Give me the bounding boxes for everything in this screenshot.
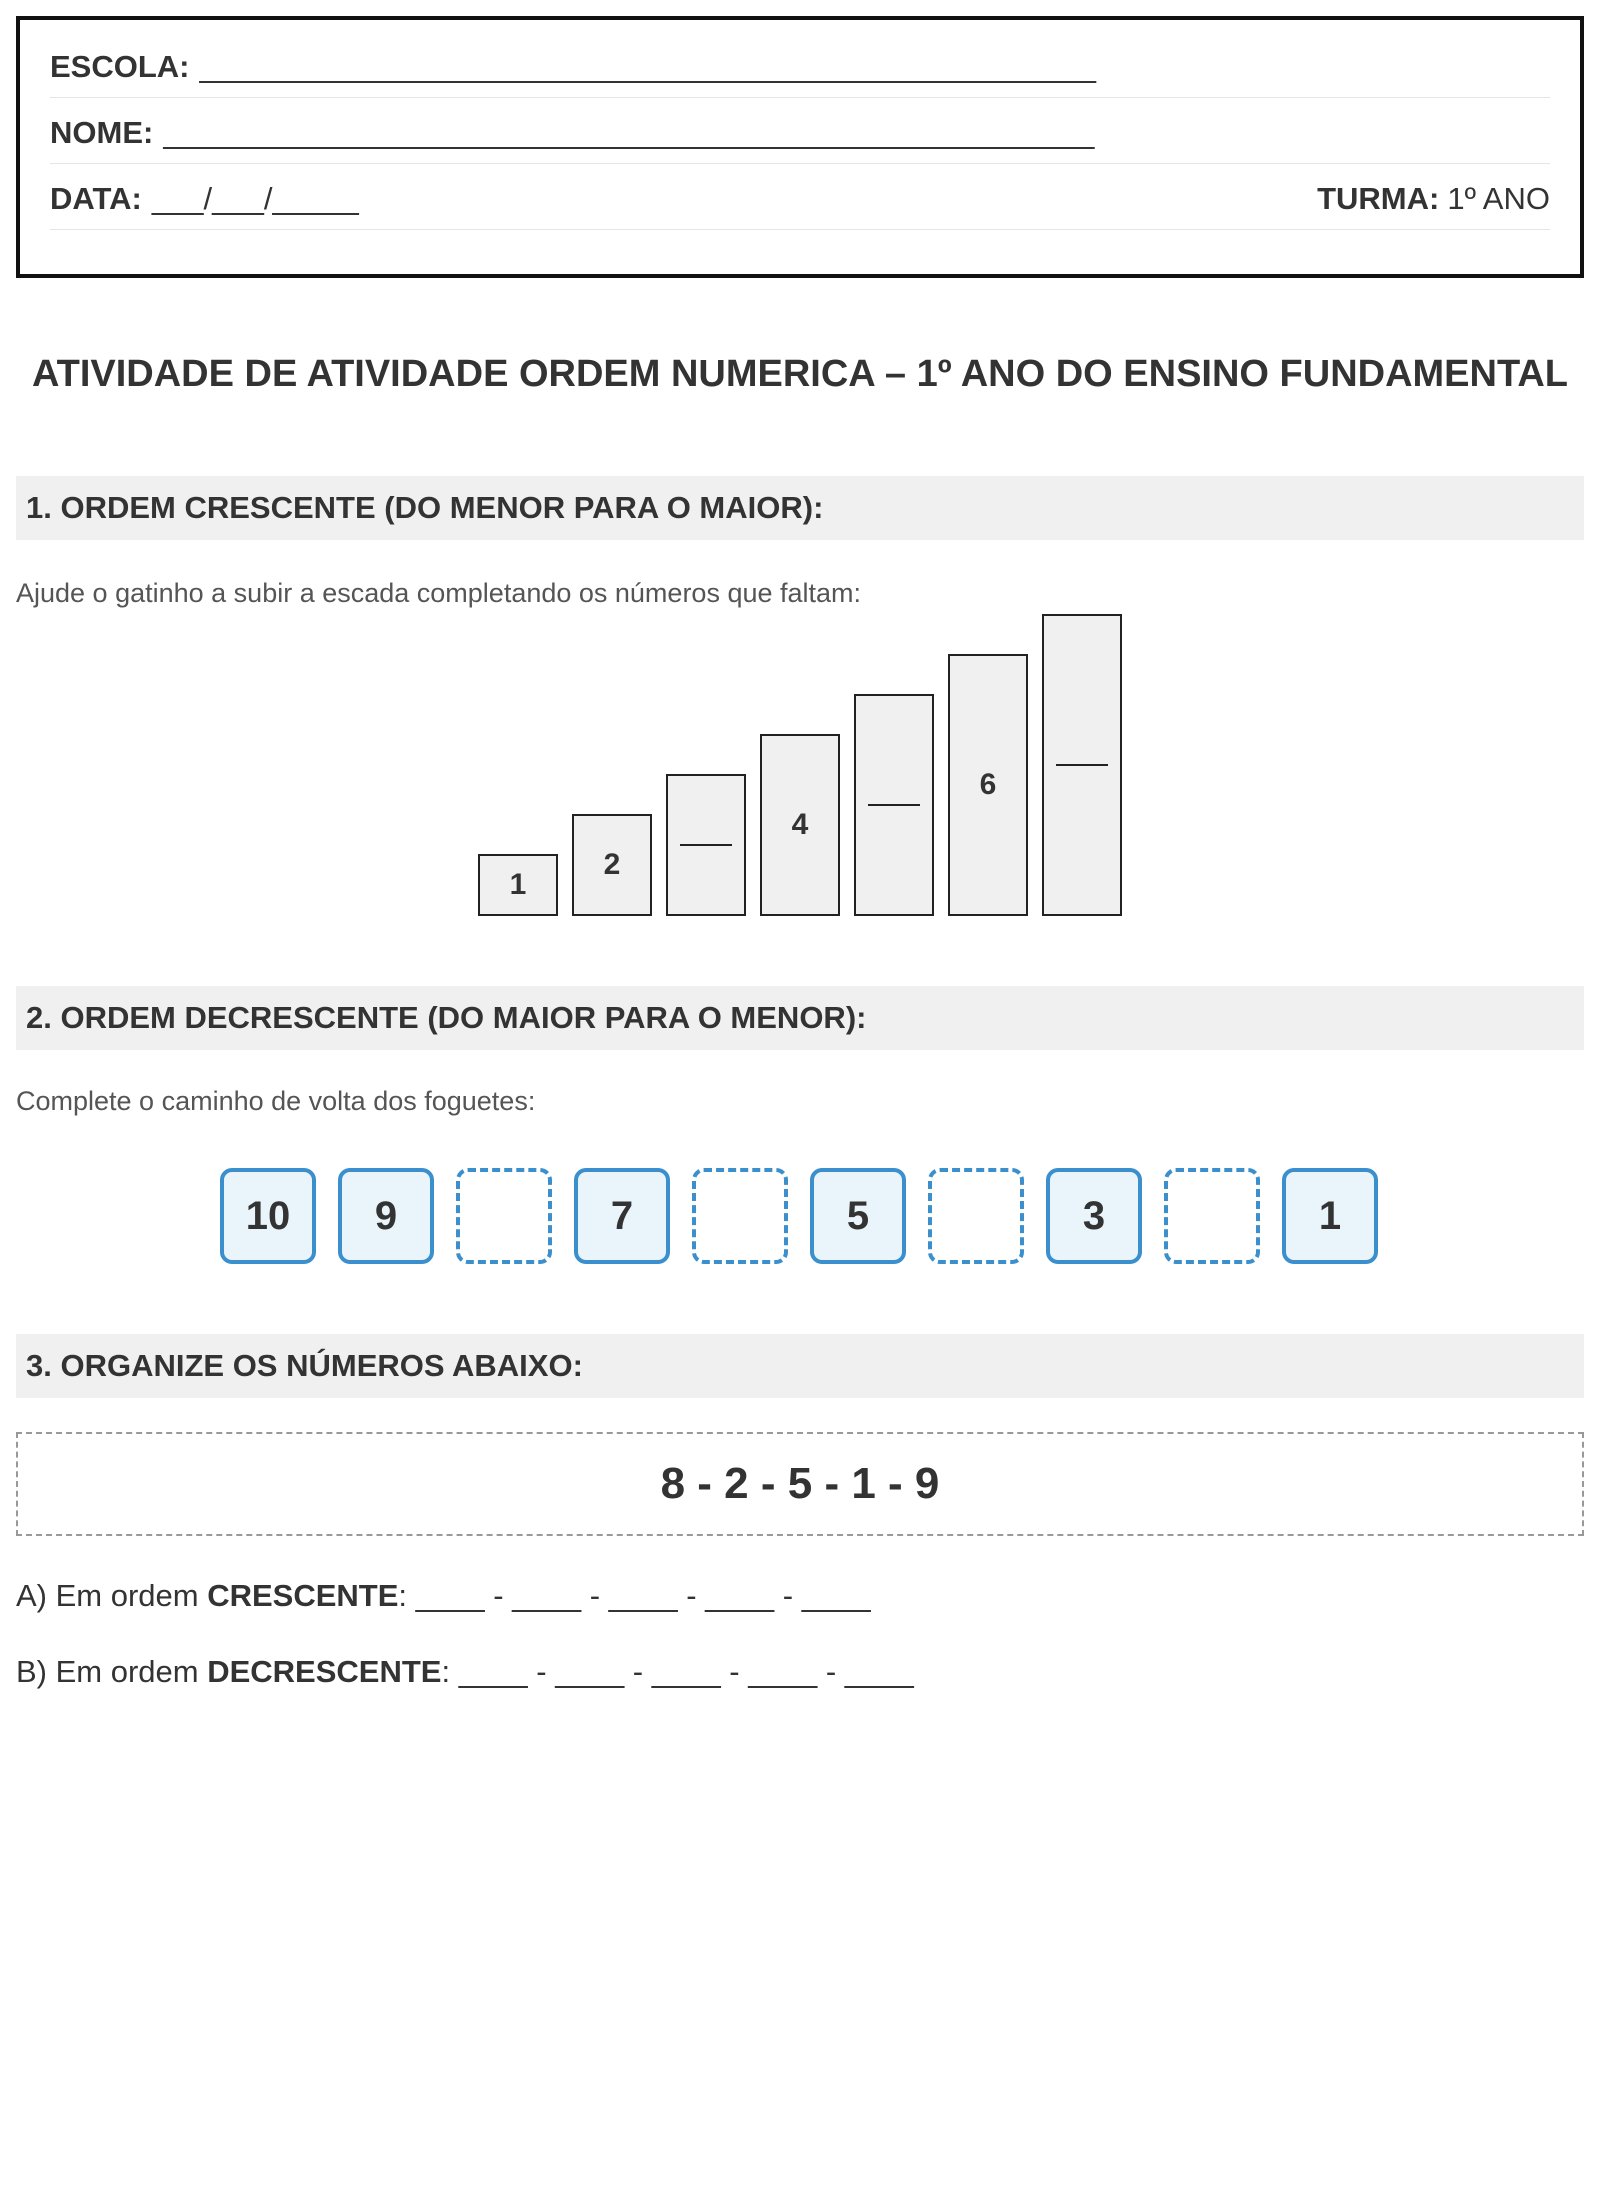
stair-number: 1 — [509, 868, 527, 901]
turma-label: TURMA: — [1317, 181, 1440, 216]
stair-step[interactable] — [666, 774, 746, 916]
answer-b-blanks[interactable]: : ____ - ____ - ____ - ____ - ____ — [441, 1654, 914, 1689]
turma-value: 1º ANO — [1447, 181, 1550, 216]
student-info-box — [16, 16, 1584, 278]
data-field[interactable]: ___/___/_____ — [151, 181, 359, 216]
rocket-number-box: 9 — [338, 1168, 434, 1264]
data-row — [50, 164, 1550, 230]
nome-label: NOME: — [50, 115, 154, 150]
rocket-number-box: 1 — [1282, 1168, 1378, 1264]
section3-heading: 3. ORGANIZE OS NÚMEROS ABAIXO: — [16, 1334, 1584, 1398]
nome-row — [50, 98, 1550, 164]
rocket-number-box: 3 — [1046, 1168, 1142, 1264]
answer-a[interactable] — [16, 1578, 871, 1614]
answer-a-keyword: CRESCENTE — [207, 1578, 399, 1613]
stair-step[interactable] — [1042, 614, 1122, 916]
rocket-blank-box[interactable] — [928, 1168, 1024, 1264]
rocket-blank-box[interactable] — [692, 1168, 788, 1264]
section2-instruction: Complete o caminho de volta dos foguetes: — [16, 1086, 536, 1116]
answer-a-blanks[interactable]: : ____ - ____ - ____ - ____ - ____ — [398, 1578, 871, 1613]
stair-step — [572, 814, 652, 916]
stair-number: 2 — [603, 848, 621, 881]
stair-number: 4 — [791, 808, 809, 841]
stair-step — [760, 734, 840, 916]
rocket-number-box: 5 — [810, 1168, 906, 1264]
stair-step[interactable] — [854, 694, 934, 916]
stair-blank[interactable] — [868, 804, 920, 806]
stair-step — [478, 854, 558, 916]
worksheet-title: ATIVIDADE DE ATIVIDADE ORDEM NUMERICA – 1º ANO DO ENSINO FUNDAMENTAL — [31, 353, 1569, 395]
answer-b-prefix: B) Em ordem — [16, 1654, 208, 1689]
nome-field[interactable]: ______________________________________________________ — [163, 115, 1095, 150]
data-label: DATA: — [50, 181, 142, 216]
stair-blank[interactable] — [1056, 764, 1108, 766]
rocket-blank-box[interactable] — [456, 1168, 552, 1264]
turma-group — [1317, 181, 1550, 217]
stair-blank[interactable] — [680, 844, 732, 846]
answer-b-keyword: DECRESCENTE — [207, 1654, 442, 1689]
rocket-blank-box[interactable] — [1164, 1168, 1260, 1264]
escola-row — [50, 32, 1550, 98]
stair-number: 6 — [979, 768, 997, 801]
rocket-number-box: 10 — [220, 1168, 316, 1264]
section1-instruction: Ajude o gatinho a subir a escada completando os números que faltam: — [16, 578, 862, 608]
stair-step — [948, 654, 1028, 916]
escola-field[interactable]: ____________________________________________________ — [199, 49, 1097, 84]
rocket-number-box: 7 — [574, 1168, 670, 1264]
escola-label: ESCOLA: — [50, 49, 190, 84]
answer-a-prefix: A) Em ordem — [16, 1578, 208, 1613]
section1-heading: 1. ORDEM CRESCENTE (DO MENOR PARA O MAIOR): — [16, 476, 1584, 540]
answer-b[interactable] — [16, 1654, 914, 1690]
numbers-to-sort: 8 - 2 - 5 - 1 - 9 — [16, 1432, 1584, 1536]
section2-heading: 2. ORDEM DECRESCENTE (DO MAIOR PARA O MENOR): — [16, 986, 1584, 1050]
